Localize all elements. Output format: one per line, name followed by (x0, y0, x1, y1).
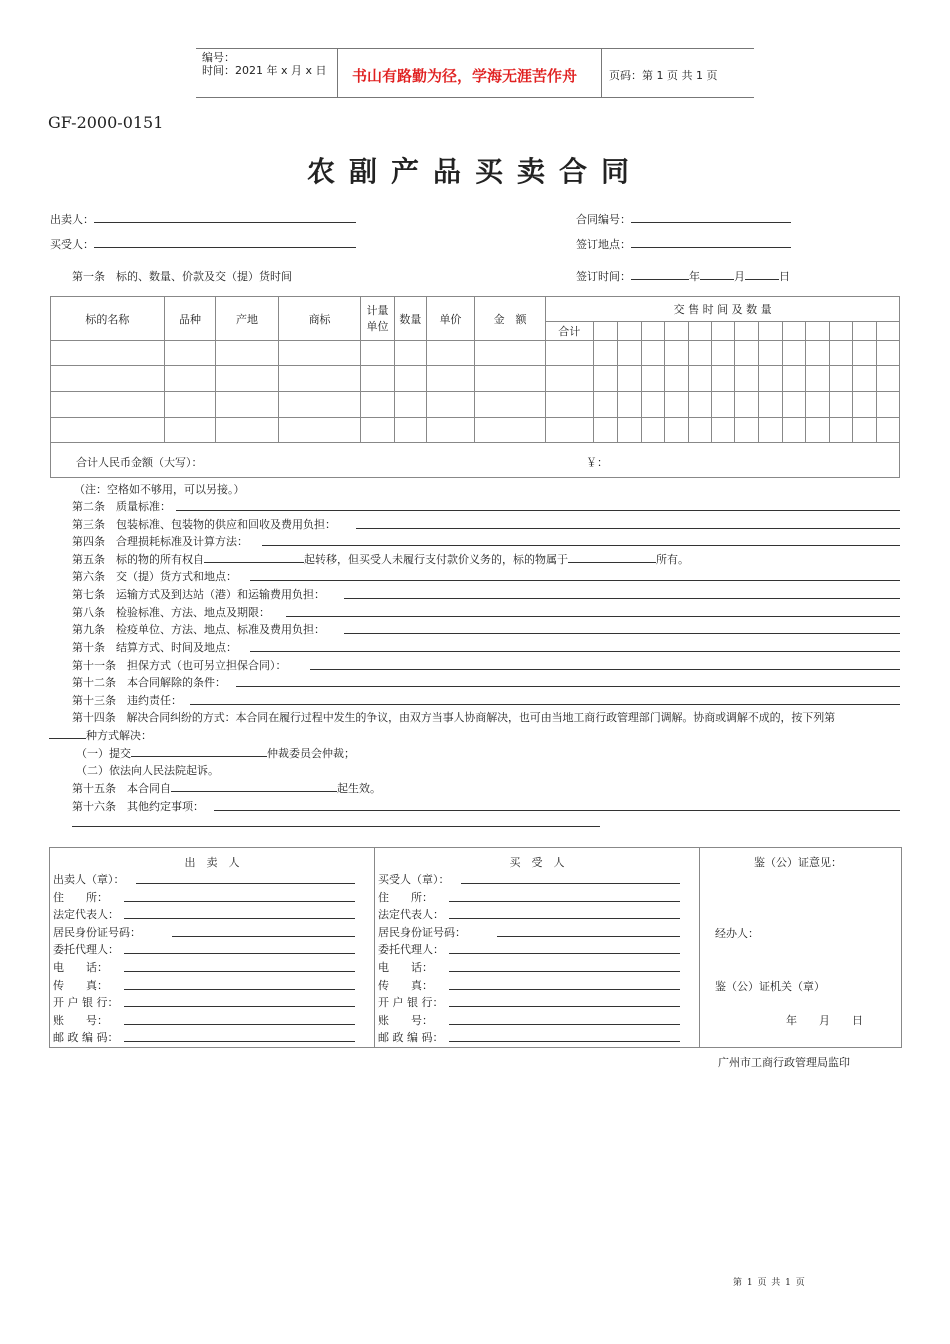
buyer-field-label: 传 真： (378, 978, 433, 992)
seller-field-row[interactable] (53, 941, 119, 957)
table-note: （注：空格如不够用，可以另接。） (74, 483, 245, 496)
clause-16-line-2[interactable] (72, 826, 600, 827)
seller-field-line[interactable] (124, 1024, 355, 1025)
seller-field-line[interactable] (172, 936, 355, 937)
contract-no-label: 合同编号： (576, 213, 631, 226)
goods-table (50, 296, 900, 478)
header-divider (601, 49, 602, 97)
buyer-field[interactable] (50, 236, 356, 252)
clause-14-tail: 种方式解决： (86, 729, 152, 742)
clause-13: 第十三条 违约责任： (72, 694, 182, 707)
clause-1: 第一条 标的、数量、价款及交（提）货时间 (72, 270, 292, 283)
seller-field-label: 账 号： (53, 1013, 108, 1027)
header-page-info: 页码：第 1 页 共 1 页 (609, 69, 718, 82)
buyer-field-row[interactable] (378, 941, 444, 957)
buyer-label: 买受人： (50, 238, 94, 251)
table-row[interactable] (51, 418, 900, 443)
buyer-field-row[interactable] (378, 871, 450, 887)
buyer-field-label: 电 话： (378, 961, 433, 974)
seller-field-label: 委托代理人： (53, 943, 119, 957)
clause-11-line[interactable] (310, 669, 900, 670)
col-header-name: 标的名称 (51, 297, 165, 341)
buyer-field-label: 住 所： (378, 890, 433, 904)
clause-5-end: 所有。 (656, 553, 689, 566)
clause-5 (72, 551, 689, 567)
clause-12-line[interactable] (236, 686, 900, 687)
clause-8: 第八条 检验标准、方法、地点及期限： (72, 606, 270, 619)
clause-5-start: 第五条 标的物的所有权自 (72, 553, 204, 566)
sign-place-field[interactable] (576, 236, 791, 252)
seller-field-row[interactable] (53, 959, 108, 975)
seller-field-line[interactable] (124, 918, 355, 919)
clause-7: 第七条 运输方式及到达站（港）和运输费用负担： (72, 588, 325, 601)
seller-title: 出 卖 人 (184, 856, 240, 869)
buyer-field-row[interactable] (378, 1029, 444, 1045)
buyer-field-label: 账 号： (378, 1013, 433, 1027)
seller-field-line[interactable] (124, 971, 355, 972)
buyer-field-label: 委托代理人： (378, 943, 444, 957)
clause-10: 第十条 结算方式、时间及地点： (72, 641, 237, 654)
col-header-quantity: 数量 (394, 297, 426, 341)
col-header-subtotal: 合计 (546, 322, 594, 341)
buyer-field-line[interactable] (449, 953, 680, 954)
buyer-field-line[interactable] (497, 936, 680, 937)
buyer-field-row[interactable] (378, 889, 433, 905)
buyer-field-line[interactable] (449, 918, 680, 919)
clause-8-line[interactable] (286, 616, 900, 617)
seller-field-row[interactable] (53, 1012, 108, 1028)
buyer-field-row[interactable] (378, 906, 444, 922)
sign-place-label: 签订地点： (576, 238, 631, 251)
table-row[interactable] (51, 366, 900, 392)
col-header-amount: 金 额 (474, 297, 545, 341)
clause-15: 第十五条 本合同自 起生效。 (72, 782, 381, 795)
clause-2-line[interactable] (176, 510, 900, 511)
seller-field-label: 出卖人（章）： (53, 873, 125, 886)
buyer-field-label: 买受人（章）： (378, 873, 450, 886)
seller-field-label: 传 真： (53, 978, 108, 992)
buyer-field-line[interactable] (449, 989, 680, 990)
seller-field-line[interactable] (124, 953, 355, 954)
option-arbitration: （一）提交 仲裁委员会仲裁； (76, 747, 355, 760)
clause-5-mid: 起转移，但买受人未履行支付款价义务的，标的物属于 (304, 553, 568, 566)
buyer-field-line[interactable] (449, 1024, 680, 1025)
buyer-field-label: 法定代表人： (378, 908, 444, 922)
notary-org-label: 鉴（公）证机关（章） (715, 980, 825, 993)
buyer-field-line[interactable] (449, 971, 680, 972)
signature-table (49, 847, 902, 1048)
buyer-column (375, 848, 699, 1047)
col-header-delivery: 交 售 时 间 及 数 量 (546, 297, 900, 322)
month-label: 月 (734, 270, 745, 283)
clause-14: 第十四条 解决合同纠纷的方式：本合同在履行过程中发生的争议，由双方当事人协商解决，也可由当地工商行政管理部门调解。协商或调解不成的，按下列第 (72, 711, 835, 724)
col-header-brand: 商标 (278, 297, 361, 341)
seller-field-label: 开 户 银 行： (53, 996, 119, 1010)
clause-10-line[interactable] (250, 651, 900, 652)
col-header-origin: 产地 (216, 297, 278, 341)
seller-field-label: 住 所： (53, 890, 108, 904)
buyer-field-row[interactable] (378, 959, 433, 975)
page-header (196, 48, 754, 98)
table-row[interactable] (51, 392, 900, 418)
seller-field-row[interactable] (53, 977, 108, 993)
seller-field-label: 邮 政 编 码： (53, 1031, 119, 1045)
doc-code: GF-2000-0151 (48, 113, 164, 132)
option-court: （二）依法向人民法院起诉。 (76, 764, 219, 777)
buyer-field-row[interactable] (378, 994, 444, 1010)
seller-field-line[interactable] (124, 1041, 355, 1042)
buyer-title: 买 受 人 (509, 856, 565, 869)
seller-field-line[interactable] (136, 883, 355, 884)
notary-column (700, 848, 900, 1047)
buyer-field-row[interactable] (378, 1012, 433, 1028)
sign-time-label: 签订时间： (576, 270, 631, 283)
notary-date: 年 月 日 (786, 1014, 863, 1027)
supervision-note: 广州市工商行政管理局监印 (718, 1056, 850, 1069)
seller-field-label: 法定代表人： (53, 908, 119, 922)
buyer-field-label: 开 户 银 行： (378, 996, 444, 1010)
seller-field-row[interactable] (53, 889, 108, 905)
clause-2: 第二条 质量标准： (72, 500, 171, 513)
buyer-field-line[interactable] (449, 1041, 680, 1042)
seller-field-row[interactable] (53, 1029, 119, 1045)
col-header-variety: 品种 (164, 297, 216, 341)
buyer-field-label: 居民身份证号码： (378, 925, 466, 939)
seller-field-label: 电 话： (53, 961, 108, 974)
buyer-field-line[interactable] (461, 883, 680, 884)
clause-7-line[interactable] (344, 598, 900, 599)
header-meta (202, 51, 327, 77)
seller-field-row[interactable] (53, 906, 119, 922)
clause-3-line[interactable] (356, 528, 900, 529)
clause-4: 第四条 合理损耗标准及计算方法： (72, 535, 248, 548)
day-label: 日 (779, 270, 790, 283)
table-row[interactable] (51, 341, 900, 366)
buyer-field-line[interactable] (449, 901, 680, 902)
seller-field-row[interactable] (53, 994, 119, 1010)
seller-field[interactable] (50, 211, 356, 227)
buyer-field-label: 邮 政 编 码： (378, 1031, 444, 1045)
clause-4-line[interactable] (262, 545, 900, 546)
buyer-field-row[interactable] (378, 977, 433, 993)
seller-column (50, 848, 374, 1047)
handler-label: 经办人： (715, 927, 759, 940)
header-motto: 书山有路勤为径，学海无涯苦作舟 (352, 67, 578, 85)
year-label: 年 (689, 270, 700, 283)
currency-label: ￥： (586, 456, 608, 469)
clause-16-line[interactable] (214, 810, 900, 811)
contract-no-field[interactable] (576, 211, 791, 227)
clause-13-line[interactable] (190, 704, 900, 705)
notary-title: 鉴（公）证意见： (754, 856, 842, 869)
number-label: 编号： (202, 51, 235, 64)
seller-field-line[interactable] (124, 901, 355, 902)
buyer-field-line[interactable] (449, 1006, 680, 1007)
seller-field-line[interactable] (124, 989, 355, 990)
seller-label: 出卖人： (50, 213, 94, 226)
header-divider (337, 49, 338, 97)
total-label: 合计人民币金额（大写）： (76, 456, 203, 469)
col-header-price: 单价 (427, 297, 475, 341)
footer-page-number: 第 1 页 共 1 页 (733, 1278, 806, 1288)
clause-16: 第十六条 其他约定事项： (72, 800, 204, 813)
col-header-unit: 计量单位 (361, 297, 394, 341)
seller-field-row[interactable] (53, 871, 125, 887)
seller-field-row[interactable] (53, 924, 141, 940)
clause-12: 第十二条 本合同解除的条件： (72, 676, 226, 689)
time-label: 时间：2021 年 x 月 x 日 (202, 64, 327, 77)
page-title: 农副产品买卖合同 (306, 155, 643, 188)
clause-6: 第六条 交（提）货方式和地点： (72, 570, 237, 583)
clause-14-cont (49, 727, 152, 743)
clause-3: 第三条 包装标准、包装物的供应和回收及费用负担： (72, 518, 336, 531)
clause-9: 第九条 检疫单位、方法、地点、标准及费用负担： (72, 623, 325, 636)
clause-11: 第十一条 担保方式（也可另立担保合同）： (72, 659, 287, 672)
seller-field-line[interactable] (124, 1006, 355, 1007)
seller-field-label: 居民身份证号码： (53, 925, 141, 939)
sign-time-field[interactable] (576, 268, 790, 284)
clause-6-line[interactable] (250, 580, 900, 581)
buyer-field-row[interactable] (378, 924, 466, 940)
clause-9-line[interactable] (344, 633, 900, 634)
total-row[interactable] (51, 443, 900, 478)
